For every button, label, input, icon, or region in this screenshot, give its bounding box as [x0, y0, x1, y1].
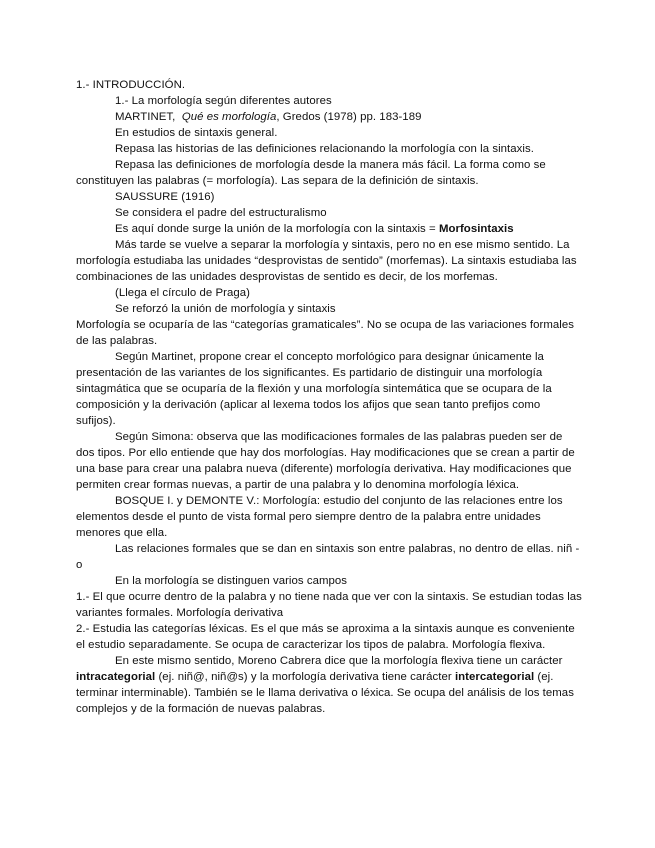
morfosintaxis-term: Morfosintaxis — [438, 223, 514, 235]
paragraph: Repasa las definiciones de morfología desde la manera más fácil. La forma como se constituyen las palabras (= morfología). Las separa de la definición de sintaxis. — [76, 159, 546, 187]
paragraph: Según Martinet, propone crear el concepto morfológico para designar únicamente la presentación de las variantes de los significantes. Es partidario de distinguir una morfología sintagmática que se ocuparía de la flexión y una morfología sintemática que se ocupara de la composición y la derivación (aplicar al lexema todos los afijos que sean tanto prefijos como sufijos). — [76, 351, 552, 427]
text-span: En este mismo sentido, Moreno Cabrera dice que la morfología flexiva tiene un carácter — [115, 655, 563, 667]
paragraph: Más tarde se vuelve a separar la morfología y sintaxis, pero no en ese mismo sentido. La morfología estudiaba las unidades “desprovistas de sentido” (morfemas). La sintaxis estudiaba las combinaciones de las unidades desprovistas de sentido es decir, de los morfemas. — [76, 239, 577, 283]
text-span: (ej. niñ@, niñ@s) y la morfología derivativa tiene carácter — [155, 671, 455, 683]
paragraph-line: En la morfología se distinguen varios campos — [115, 575, 348, 587]
martinet-reference — [76, 109, 582, 125]
paragraph — [76, 653, 582, 717]
paragraph: Según Simona: observa que las modificaciones formales de las palabras pueden ser de dos tipos. Por ello entiende que hay dos morfologías. Hay modificaciones que se crean a partir de una base para crear una palabra nueva (diferente) morfología derivativa. Hay modificaciones que permiten crear formas nuevas, a partir de una palabra y lo denomina morfología léxica. — [76, 431, 575, 491]
text-span: (ej. terminar interminable). También se le llama derivativa o léxica. Se ocupa del análisis de los temas complejos y de la formación de nuevas palabras. — [76, 671, 574, 715]
paragraph-line: Repasa las historias de las definiciones relacionando la morfología con la sintaxis. — [115, 143, 534, 155]
morfosintaxis-intro: Es aquí donde surge la unión de la morfología con la sintaxis = — [115, 223, 439, 235]
intracategorial-term: intracategorial — [76, 671, 156, 683]
martinet-publication: , Gredos (1978) pp. 183-189 — [276, 111, 422, 123]
subsection-heading: 1.- La morfología según diferentes autores — [115, 95, 332, 107]
paragraph: Morfología se ocuparía de las “categorías gramaticales”. No se ocupa de las variaciones formales de las palabras. — [76, 319, 575, 347]
morfosintaxis-line — [76, 221, 582, 237]
list-item: 2.- Estudia las categorías léxicas. Es el que más se aproxima a la sintaxis aunque es conveniente el estudio separadamente. Se ocupa de caracterizar los tipos de palabra. Morfología flexiva. — [76, 623, 575, 651]
paragraph-line: En estudios de sintaxis general. — [115, 127, 278, 139]
list-item: 1.- El que ocurre dentro de la palabra y no tiene nada que ver con la sintaxis. Se estudian todas las variantes formales. Morfología derivativa — [76, 591, 582, 619]
paragraph-line: Se reforzó la unión de morfología y sintaxis — [115, 303, 336, 315]
paragraph-line: (Llega el círculo de Praga) — [115, 287, 250, 299]
paragraph-line: Se considera el padre del estructuralismo — [115, 207, 327, 219]
paragraph: BOSQUE I. y DEMONTE V.: Morfología: estudio del conjunto de las relaciones entre los elementos desde el punto de vista formal pero siempre dentro de la palabra entre unidades menores que ella. — [76, 495, 563, 539]
martinet-author: MARTINET, — [115, 111, 176, 123]
document-page — [76, 77, 582, 717]
martinet-book-title: Qué es morfología — [181, 111, 277, 123]
section-heading: 1.- INTRODUCCIÓN. — [76, 79, 186, 91]
paragraph: Las relaciones formales que se dan en sintaxis son entre palabras, no dentro de ellas. niñ -o — [76, 543, 580, 571]
intercategorial-term: intercategorial — [454, 671, 535, 683]
saussure-heading: SAUSSURE (1916) — [115, 191, 215, 203]
